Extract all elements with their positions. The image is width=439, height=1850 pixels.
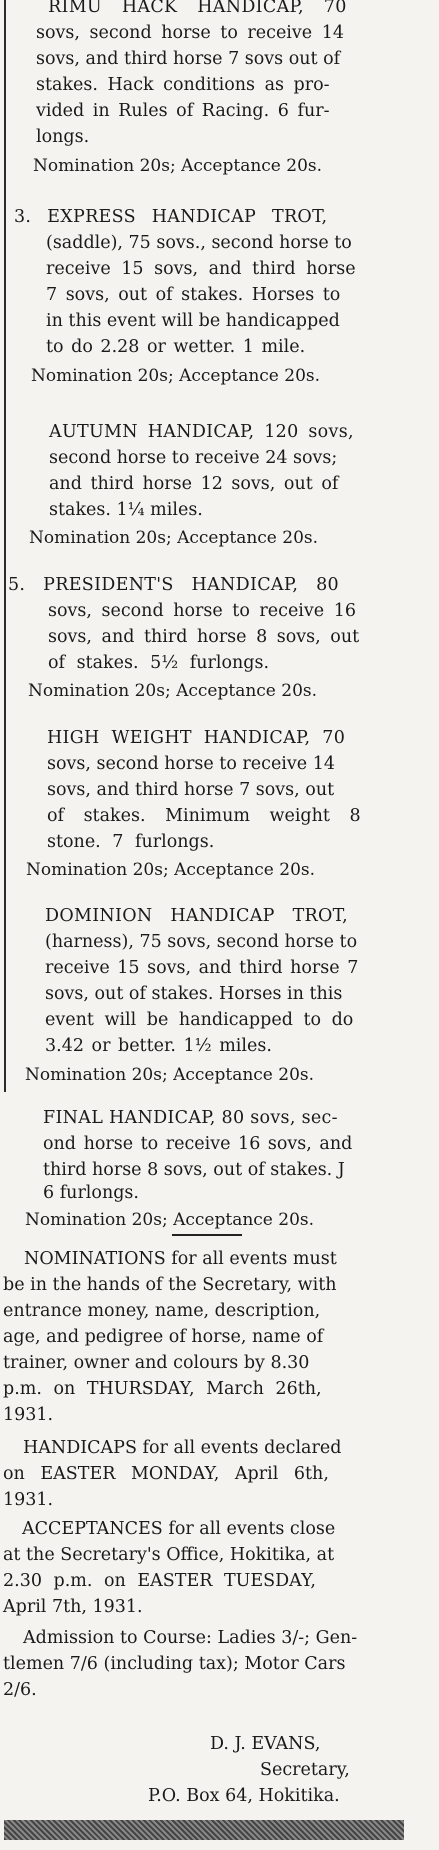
event-title: 3. EXPRESS HANDICAP TROT,	[14, 207, 328, 227]
event-fees: Nomination 20s; Acceptance 20s.	[25, 1065, 315, 1085]
event-title: HIGH WEIGHT HANDICAP, 70	[47, 728, 346, 748]
notice-line: 1931.	[3, 1405, 54, 1425]
event-fees: Nomination 20s; Acceptance 20s.	[33, 156, 323, 176]
event-fees: Nomination 20s; Acceptance 20s.	[26, 860, 316, 880]
event-line: sovs, and third horse 7 sovs out of	[36, 49, 341, 69]
notice-line: p.m. on THURSDAY, March 26th,	[3, 1379, 322, 1399]
event-line: sovs, and third horse 8 sovs, out	[48, 627, 360, 647]
signature-name: D. J. EVANS,	[210, 1734, 321, 1754]
column-rule	[4, 0, 6, 1092]
event-line: 7 sovs, out of stakes. Horses to	[46, 285, 341, 305]
event-title: AUTUMN HANDICAP, 120 sovs,	[49, 422, 354, 442]
notice-line: trainer, owner and colours by 8.30	[3, 1353, 310, 1373]
event-line: 6 furlongs.	[43, 1183, 139, 1203]
event-line: of stakes. Minimum weight 8	[47, 806, 361, 826]
event-fees: Nomination 20s; Acceptance 20s.	[31, 366, 321, 386]
event-line: stakes. 1¼ miles.	[49, 500, 203, 520]
event-line: vided in Rules of Racing. 6 fur-	[36, 101, 330, 121]
notice-line: at the Secretary's Office, Hokitika, at	[3, 1545, 335, 1565]
notice-line: April 7th, 1931.	[3, 1597, 143, 1617]
event-line: third horse 8 sovs, out of stakes. J	[43, 1160, 345, 1180]
notice-line: Admission to Course: Ladies 3/-; Gen-	[23, 1628, 358, 1648]
event-fees: Nomination 20s; Acceptance 20s.	[29, 528, 319, 548]
event-title: DOMINION HANDICAP TROT,	[45, 906, 348, 926]
notice-line: NOMINATIONS for all events must	[24, 1249, 337, 1269]
event-line: sovs, second horse to receive 14	[47, 754, 335, 774]
notice-line: on EASTER MONDAY, April 6th,	[3, 1464, 329, 1484]
notice-line: age, and pedigree of horse, name of	[3, 1327, 324, 1347]
event-line: stakes. Hack conditions as pro-	[36, 75, 330, 95]
event-line: sovs, and third horse 7 sovs, out	[47, 780, 335, 800]
notice-line: ACCEPTANCES for all events close	[22, 1519, 336, 1539]
event-title: 5. PRESIDENT'S HANDICAP, 80	[8, 575, 339, 595]
notice-line: 2.30 p.m. on EASTER TUESDAY,	[3, 1571, 316, 1591]
event-line: event will be handicapped to do	[45, 1010, 354, 1030]
event-line: longs.	[36, 127, 90, 147]
notice-line: tlemen 7/6 (including tax); Motor Cars	[3, 1654, 346, 1674]
event-line: second horse to receive 24 sovs;	[49, 448, 338, 468]
section-divider	[172, 1234, 242, 1236]
event-title: RIMU HACK HANDICAP, 70	[48, 0, 347, 17]
event-line: receive 15 sovs, and third horse	[46, 259, 356, 279]
notice-line: HANDICAPS for all events declared	[23, 1438, 342, 1458]
event-line: and third horse 12 sovs, out of	[49, 474, 339, 494]
event-line: sovs, second horse to receive 16	[48, 601, 356, 621]
event-line: (harness), 75 sovs, second horse to	[45, 932, 358, 952]
event-line: 3.42 or better. 1½ miles.	[45, 1036, 272, 1056]
notice-line: entrance money, name, description,	[3, 1301, 321, 1321]
event-line: ond horse to receive 16 sovs, and	[43, 1134, 353, 1154]
event-line: stone. 7 furlongs.	[47, 832, 215, 852]
event-line: receive 15 sovs, and third horse 7	[45, 958, 359, 978]
event-line: (saddle), 75 sovs., second horse to	[46, 233, 352, 253]
event-line: of stakes. 5½ furlongs.	[48, 653, 270, 673]
event-fees: Nomination 20s; Acceptance 20s.	[25, 1210, 315, 1230]
event-fees: Nomination 20s; Acceptance 20s.	[28, 681, 318, 701]
event-title: FINAL HANDICAP, 80 sovs, sec-	[43, 1108, 338, 1128]
event-line: sovs, second horse to receive 14	[36, 23, 344, 43]
signature-title: Secretary,	[260, 1760, 350, 1780]
notice-line: be in the hands of the Secretary, with	[3, 1275, 337, 1295]
event-line: to do 2.28 or wetter. 1 mile.	[46, 337, 306, 357]
bottom-border-bar	[4, 1820, 404, 1840]
signature-address: P.O. Box 64, Hokitika.	[148, 1786, 340, 1806]
notice-line: 1931.	[3, 1490, 54, 1510]
event-line: in this event will be handicapped	[46, 311, 340, 331]
event-line: sovs, out of stakes. Horses in this	[45, 984, 343, 1004]
notice-line: 2/6.	[3, 1680, 37, 1700]
